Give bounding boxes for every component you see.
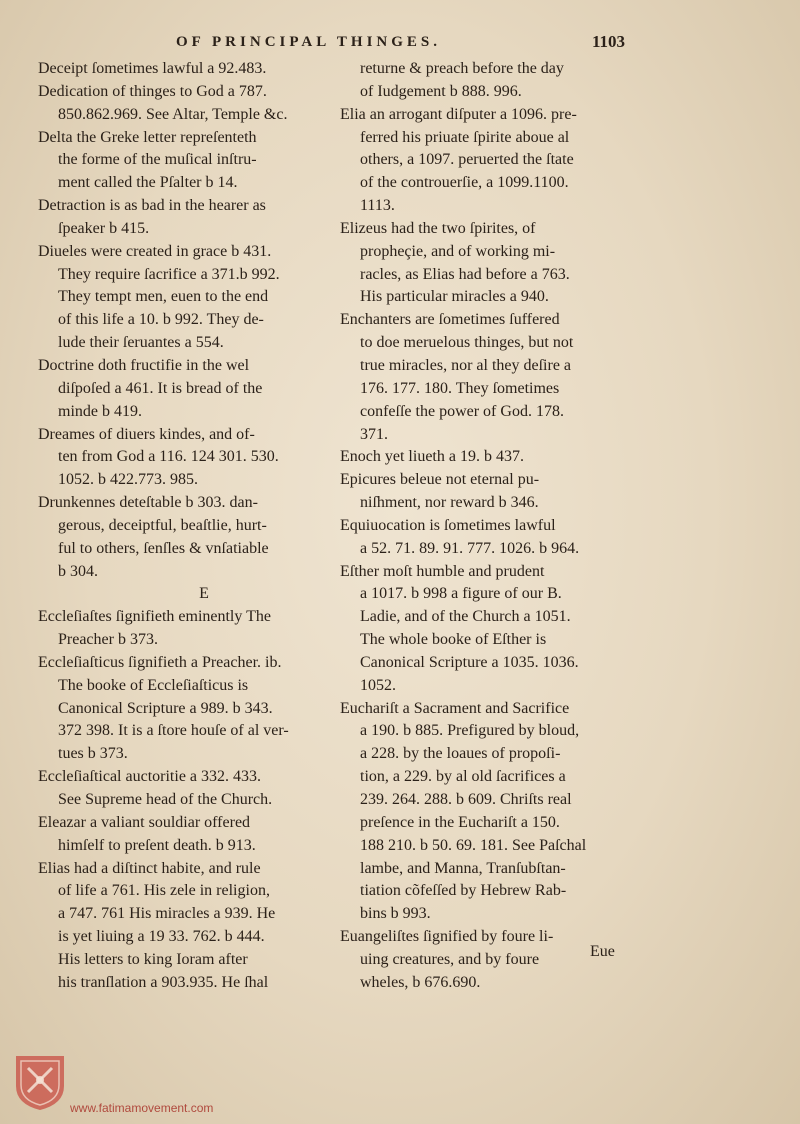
index-line: a 52. 71. 89. 91. 777. 1026. b 964. xyxy=(360,539,580,557)
index-line: Preacher b 373. xyxy=(58,631,158,649)
index-line: others, a 1097. peruerted the ſtate xyxy=(360,151,574,169)
index-line: ferred his priuate ſpirite aboue al xyxy=(360,128,570,146)
index-line: Equiuocation is ſometimes lawful xyxy=(340,516,556,534)
index-line: lambe, and Manna, Tranſubſtan- xyxy=(360,859,566,877)
index-line: 1052. xyxy=(360,676,396,694)
index-line: a 228. by the loaues of propoſi- xyxy=(360,745,561,763)
index-line: tues b 373. xyxy=(58,745,128,763)
index-line: gerous, deceiptful, beaſtlie, hurt- xyxy=(58,516,267,534)
index-line: tion, a 229. by al old ſacrifices a xyxy=(360,768,566,786)
index-line: racles, as Elias had before a 763. xyxy=(360,265,570,283)
page-header xyxy=(0,34,800,56)
index-line: Deceipt ſometimes lawful a 92.483. xyxy=(38,60,267,77)
index-line: minde b 419. xyxy=(58,402,142,420)
index-line: Eccleſiaſtes ſignifieth eminently The xyxy=(38,608,271,626)
index-line: 176. 177. 180. They ſometimes xyxy=(360,379,560,397)
index-line: Elias had a diſtinct habite, and rule xyxy=(38,859,261,877)
index-line: Elia an arrogant diſputer a 1096. pre- xyxy=(340,105,577,123)
index-line: Euangeliſtes ſignified by foure li- xyxy=(340,928,554,946)
index-line: Eſther moſt humble and prudent xyxy=(340,562,545,580)
index-line: 850.862.969. See Altar, Temple &c. xyxy=(58,105,288,123)
index-line: Detraction is as bad in the hearer as xyxy=(38,197,266,215)
index-line: lude their ſeruantes a 554. xyxy=(58,334,224,352)
index-line: ful to others, ſenſles & vnſatiable xyxy=(58,539,269,557)
index-line: Diueles were created in grace b 431. xyxy=(38,242,272,260)
index-line: Dedication of thinges to God a 787. xyxy=(38,82,267,100)
index-line: Eccleſiaſtical auctoritie a 332. 433. xyxy=(38,768,262,786)
left-column xyxy=(38,58,340,995)
index-line: 1113. xyxy=(360,197,395,215)
index-line: tiation cõfeſſed by Hebrew Rab- xyxy=(360,882,567,900)
index-line: Epicures beleue not eternal pu- xyxy=(340,471,540,489)
index-line: Drunkennes deteſtable b 303. dan- xyxy=(38,494,258,512)
index-line: returne & preach before the day xyxy=(360,60,564,77)
index-line: true miracles, nor al they deſire a xyxy=(360,356,572,374)
section-letter: E xyxy=(199,585,209,603)
index-line: 239. 264. 288. b 609. Chriſts real xyxy=(360,791,572,808)
index-line: ment called the Pſalter b 14. xyxy=(58,174,238,192)
index-line: 372 398. It is a ſtore houſe of al ver- xyxy=(58,722,289,740)
index-line: b 304. xyxy=(58,562,98,580)
index-line: of life a 761. His zele in religion, xyxy=(58,882,270,900)
index-line: of this life a 10. b 992. They de- xyxy=(58,311,264,329)
index-line: himſelf to preſent death. b 913. xyxy=(58,836,256,854)
index-line: bins b 993. xyxy=(360,905,431,923)
index-line: Eccleſiaſticus ſignifieth a Preacher. ib. xyxy=(38,653,282,671)
index-line: 1052. b 422.773. 985. xyxy=(58,471,198,489)
watermark-url: www.fatimamovement.com xyxy=(70,1101,214,1115)
index-line: They require ſacrifice a 371.b 992. xyxy=(58,265,280,283)
index-line: Enchanters are ſometimes ſuffered xyxy=(340,311,560,329)
index-line: Dreames of diuers kindes, and of- xyxy=(38,425,255,443)
index-line: is yet liuing a 19 33. 762. b 444. xyxy=(58,928,265,946)
index-line: uing creatures, and by foure xyxy=(360,950,540,968)
index-line: Elizeus had the two ſpirites, of xyxy=(340,219,536,237)
index-line: Canonical Scripture a 989. b 343. xyxy=(58,699,273,717)
index-line: 188 210. b 50. 69. 181. See Paſchal xyxy=(360,836,587,854)
index-line: the forme of the muſical inſtru- xyxy=(58,151,257,169)
index-line: ten from God a 116. 124 301. 530. xyxy=(58,448,279,466)
index-line: of Iudgement b 888. 996. xyxy=(360,82,522,100)
index-line: ſpeaker b 415. xyxy=(58,219,150,237)
index-line: propheçie, and of working mi- xyxy=(360,242,556,260)
index-line: His particular miracles a 940. xyxy=(360,288,549,306)
index-line: See Supreme head of the Church. xyxy=(58,791,273,808)
index-line: The booke of Eccleſiaſticus is xyxy=(58,676,249,694)
index-line: of the controuerſie, a 1099.1100. xyxy=(360,174,569,192)
index-line: diſpoſed a 461. It is bread of the xyxy=(58,379,263,397)
index-line: They tempt men, euen to the end xyxy=(58,288,269,306)
index-line: Delta the Greke letter repreſenteth xyxy=(38,128,257,146)
index-line: niſhment, nor reward b 346. xyxy=(360,494,539,512)
catchword: Eue xyxy=(590,943,615,960)
index-line: Ladie, and of the Church a 1051. xyxy=(360,608,571,626)
page-number: 1103 xyxy=(592,32,626,51)
index-line: Doctrine doth fructifie in the wel xyxy=(38,356,250,374)
index-line: Enoch yet liueth a 19. b 437. xyxy=(340,448,524,466)
index-line: His letters to king Ioram after xyxy=(58,950,248,968)
index-line: The whole booke of Eſther is xyxy=(360,631,547,649)
index-line: his tranſlation a 903.935. He ſhal xyxy=(58,973,269,991)
index-line: 371. xyxy=(360,425,388,443)
running-title: OF PRINCIPAL THINGES. xyxy=(176,34,442,50)
index-line: a 747. 761 His miracles a 939. He xyxy=(58,905,276,923)
index-line: to doe meruelous thinges, but not xyxy=(360,334,574,352)
index-line: a 190. b 885. Prefigured by bloud, xyxy=(360,722,580,740)
index-line: Eleazar a valiant souldiar offered xyxy=(38,813,251,831)
index-line: preſence in the Euchariſt a 150. xyxy=(360,813,560,831)
index-line: Canonical Scripture a 1035. 1036. xyxy=(360,653,579,671)
index-line: Euchariſt a Sacrament and Sacrifice xyxy=(340,699,570,717)
index-line: a 1017. b 998 a figure of our B. xyxy=(360,585,562,603)
index-line: confeſſe the power of God. 178. xyxy=(360,402,564,420)
index-line: wheles, b 676.690. xyxy=(360,973,481,991)
right-column xyxy=(340,58,640,995)
fatima-movement-logo xyxy=(12,1052,68,1112)
